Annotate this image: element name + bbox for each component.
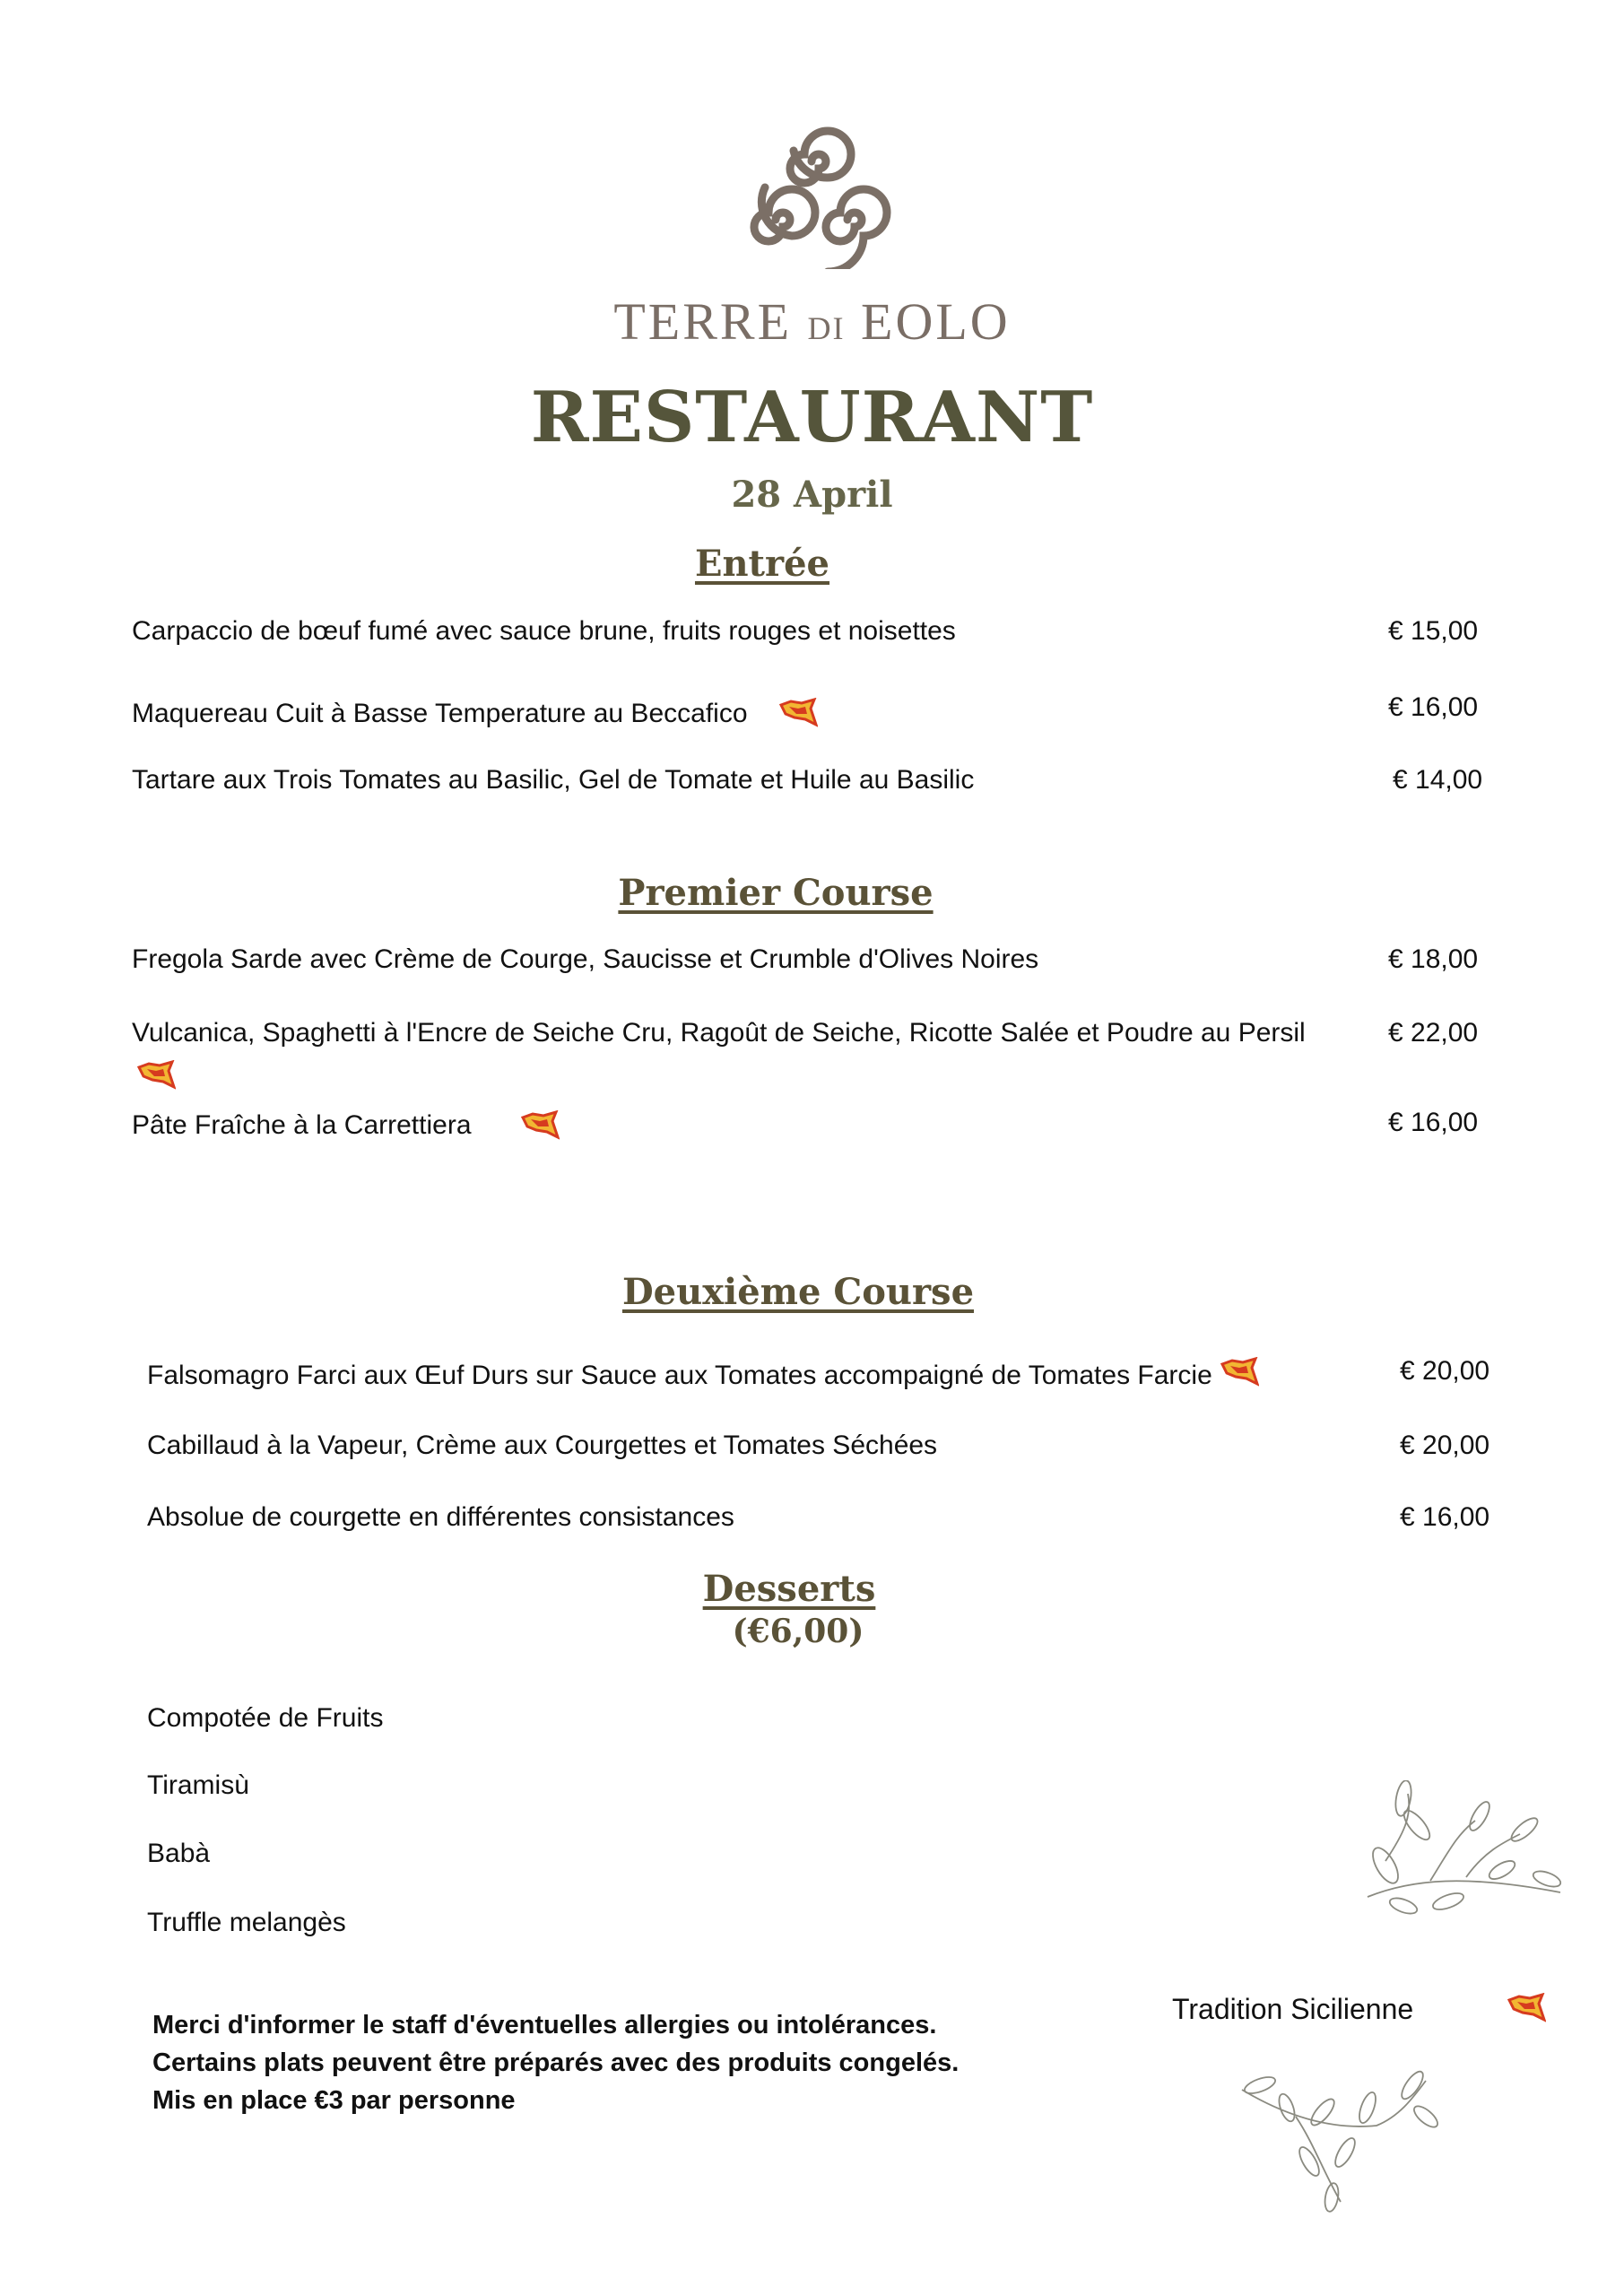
brand-name	[0, 291, 1624, 352]
menu-item-name: Absolue de courgette en différentes consistances	[147, 1502, 734, 1532]
note-line: Merci d'informer le staff d'éventuelles allergies ou intolérances.	[152, 2011, 937, 2039]
menu-item-price: € 22,00	[1388, 1018, 1479, 1048]
olive-sprig-icon	[1350, 1780, 1569, 1933]
olive-sprig-icon	[1233, 2063, 1448, 2215]
section-title-deuxieme: Deuxième Course	[621, 1271, 975, 1313]
dessert-item: Babà	[147, 1839, 211, 1868]
sicily-map-icon	[136, 1060, 176, 1091]
legend-label: Tradition Sicilienne	[1172, 1993, 1414, 2025]
dessert-item: Truffle melangès	[147, 1908, 346, 1937]
note-line: Mis en place €3 par personne	[152, 2086, 516, 2115]
dessert-item: Compotée de Fruits	[147, 1703, 384, 1733]
menu-item-name: Vulcanica, Spaghetti à l'Encre de Seiche Cru, Ragoût de Seiche, Ricotte Salée et Poudre au Persil	[132, 1018, 1306, 1048]
menu-item-price: € 16,00	[1400, 1502, 1490, 1532]
menu-item-price: € 15,00	[1388, 616, 1479, 646]
menu-item-price: € 20,00	[1400, 1431, 1490, 1460]
dessert-item: Tiramisù	[147, 1770, 249, 1800]
menu-item-price: € 14,00	[1393, 765, 1483, 795]
section-title-premier: Premier Course	[618, 872, 934, 914]
desserts-price: (€6,00)	[732, 1613, 864, 1650]
section-title-entree: Entrée	[694, 543, 830, 585]
brand-di: DI	[807, 310, 846, 346]
section-title-desserts: Desserts	[702, 1568, 876, 1610]
menu-item-name: Fregola Sarde avec Crème de Courge, Saucisse et Crumble d'Olives Noires	[132, 944, 1039, 974]
sicily-map-icon	[1507, 1993, 1546, 2023]
brand-end: EOLO	[861, 292, 1011, 351]
menu-item-name: Carpaccio de bœuf fumé avec sauce brune, fruits rouges et noisettes	[132, 616, 956, 646]
note-line: Certains plats peuvent être préparés avec des produits congelés.	[152, 2048, 960, 2077]
menu-date: 28 April	[731, 474, 893, 516]
menu-item-name: Pâte Fraîche à la Carrettiera	[132, 1110, 472, 1140]
brand-main: TERRE	[613, 292, 793, 351]
menu-item-price: € 16,00	[1388, 1108, 1479, 1137]
menu-item-price: € 18,00	[1388, 944, 1479, 974]
menu-item-name: Maquereau Cuit à Basse Temperature au Beccafico	[132, 699, 748, 728]
allergy-notes	[152, 2006, 959, 2119]
sicily-map-icon	[520, 1110, 560, 1141]
page-title: RESTAURANT	[530, 377, 1094, 458]
sicily-map-icon	[778, 698, 818, 728]
menu-item-name: Tartare aux Trois Tomates au Basilic, Gel de Tomate et Huile au Basilic	[132, 765, 975, 795]
triskelion-logo-icon	[726, 112, 897, 269]
menu-item-price: € 16,00	[1388, 692, 1479, 722]
sicily-map-icon	[1220, 1357, 1259, 1387]
menu-item-name: Cabillaud à la Vapeur, Crème aux Courgettes et Tomates Séchées	[147, 1431, 938, 1460]
menu-item-name: Falsomagro Farci aux Œuf Durs sur Sauce aux Tomates accompaigné de Tomates Farcie	[147, 1361, 1212, 1390]
menu-item-price: € 20,00	[1400, 1356, 1490, 1386]
